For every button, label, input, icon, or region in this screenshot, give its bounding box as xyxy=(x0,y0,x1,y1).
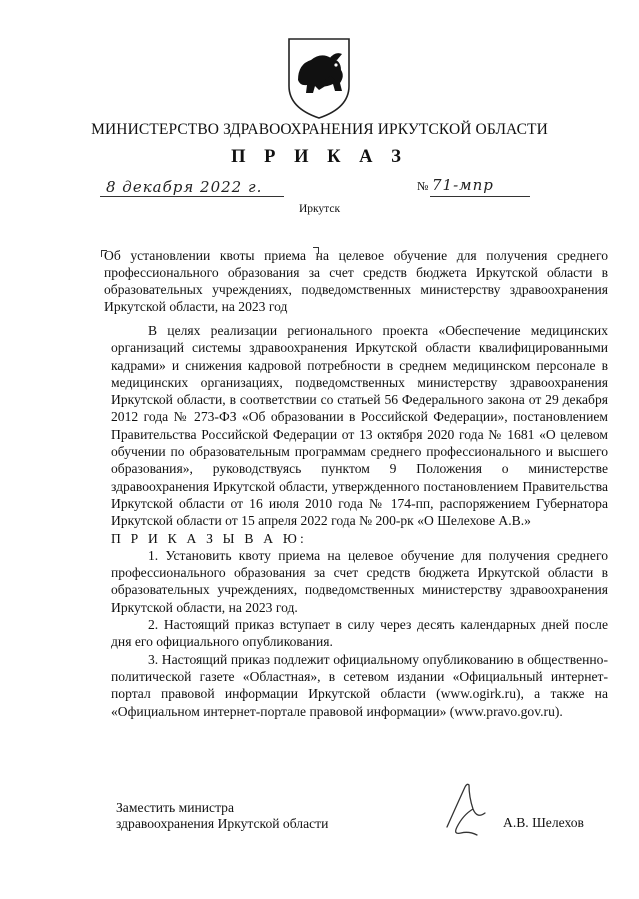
signatory-position-line-1: Заместить министра xyxy=(116,800,235,815)
order-body xyxy=(111,322,608,720)
subject-corner-mark-left-vertical xyxy=(101,250,102,257)
order-subject: Об установлении квоты приема на целевое обучение для получения среднего профессионального образования за счет средств бюджета Иркутской области в образовательных учреждениях, подведомственных министерству здравоохранения Иркутской области, на 2023 год xyxy=(104,248,608,314)
order-date: 8 декабря 2022 г. xyxy=(106,178,263,196)
number-underline xyxy=(430,196,530,197)
signatory-position xyxy=(116,800,328,832)
order-item-3: 3. Настоящий приказ подлежит официальному опубликованию в общественно-политической газете «Областная», в сетевом издании «Официальный интернет-портал правовой информации Иркутской области (www.ogirk.ru), а также на «Официальном интернет-портале правовой информации» (www.pravo.gov.ru). xyxy=(111,651,608,719)
signatory-position-line-2: здравоохранения Иркутской области xyxy=(116,816,329,831)
handwritten-signature xyxy=(433,775,503,845)
order-item-2: 2. Настоящий приказ вступает в силу через десять календарных дней после дня его официального опубликования. xyxy=(111,617,608,650)
preamble-paragraph: В целях реализации регионального проекта «Обеспечение медицинских организаций системы здравоохранения Иркутской области квалифицированными кадрами» и снижения кадровой потребности в среднем медицинском персонале в медицинских организациях, подведомственных министерству здравоохранения Иркутской области, в соответствии со статьей 56 Федерального закона от 29 декабря 2012 года № 273-ФЗ «Об образовании в Российской Федерации», постановлением Правительства Российской Федерации от 13 октября 2020 года № 1681 «О целевом обучении по образовательным программам среднего профессионального и высшего образования», руководствуясь пунктом 9 Положения о министерстве здравоохранения Иркутской области, утвержденного постановлением Правительства Иркутской области от 16 июля 2010 года № 174-пп, распоряжением Губернатора Иркутской области от 15 апреля 2022 года № 200-рк «О Шелехове А.В.» xyxy=(111,323,608,529)
city-name: Иркутск xyxy=(298,203,341,215)
order-item-1: 1. Установить квоту приема на целевое обучение для получения среднего профессионального образования за счет средств бюджета Иркутской области в образовательных учреждениях, подведомственных министерству здравоохранения Иркутской области, на 2023 год. xyxy=(111,547,608,615)
order-number: 71-мпр xyxy=(432,176,494,194)
date-underline xyxy=(100,196,284,197)
ministry-name: МИНИСТЕРСТВО ЗДРАВООХРАНЕНИЯ ИРКУТСКОЙ ОБЛАСТИ xyxy=(91,121,548,138)
number-label: № xyxy=(417,179,429,193)
coat-of-arms-emblem xyxy=(285,36,353,120)
order-directive-word: П Р И К А З Ы В А Ю: xyxy=(111,530,307,546)
document-type-title: П Р И К А З xyxy=(231,147,408,167)
signatory-name: А.В. Шелехов xyxy=(503,815,584,830)
